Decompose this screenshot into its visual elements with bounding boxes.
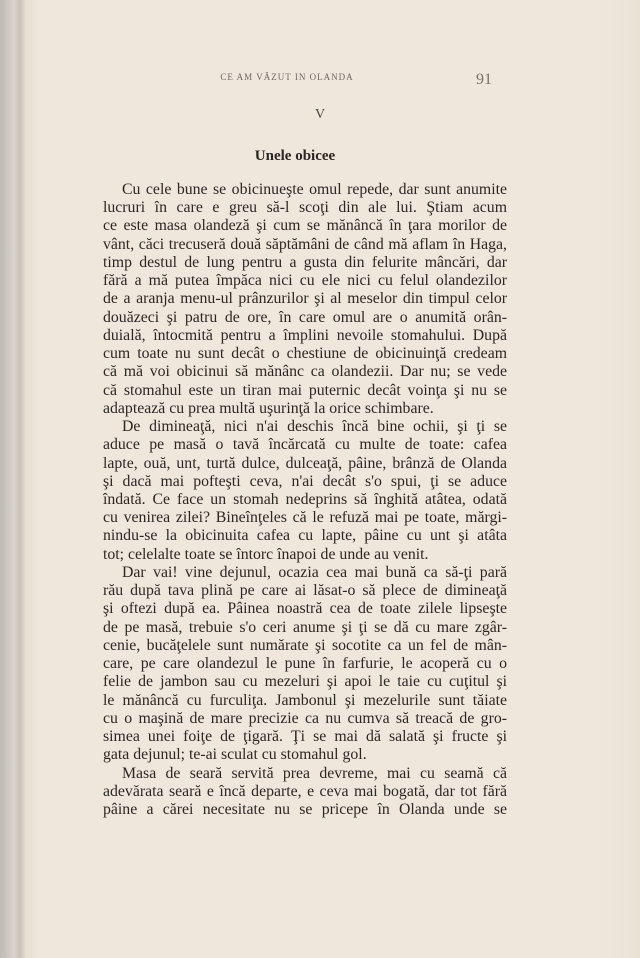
text-line: adevărata seară e încă departe, e ceva mai bogată, dar tot fără — [103, 782, 507, 800]
text-line: vânt, căci trecuseră două săptămâni de când mă aflam în Haga, — [103, 235, 507, 253]
text-line: le mănâncă cu furculiţa. Jambonul şi mezelurile sunt tăiate — [103, 691, 507, 709]
text-line: de pe masă, trebuie s'o ceri anume şi ţi se dă cu mare zgâr- — [103, 618, 507, 636]
text-line: ce este masa olandeză şi cum se mănâncă în ţara morilor de — [103, 217, 507, 235]
text-line: lapte, ouă, unt, turtă dulce, dulceaţă, pâine, brânză de Olanda — [103, 454, 507, 472]
text-line: tot; celelalte toate se întorc înapoi de unde au venit. — [103, 545, 429, 563]
text-line: de a aranja menu-ul prânzurilor şi al meselor din timpul celor — [103, 290, 507, 308]
paragraph — [103, 418, 507, 564]
text-line: Masa de seară servită prea devreme, mai cu seamă că — [122, 764, 507, 782]
text-line: rău după tava plină pe care ai lăsat-o să plece de dimineaţă — [103, 582, 507, 600]
text-line: Dar vai! vine dejunul, ocazia cea mai bună ca să-ţi pară — [122, 563, 507, 581]
text-line: aduce pe masă o tavă încărcată cu multe de toate: cafea — [103, 436, 507, 454]
text-line: care, pe care olandezul le pune în farfurie, le acoperă cu o — [103, 655, 507, 673]
text-line: gata dejunul; te-ai sculat cu stomahul gol. — [103, 746, 367, 764]
text-line: cum toate nu sunt decât o chestiune de obicinuinţă credeam — [103, 345, 507, 363]
text-line: nindu-se la obicinuita cafea cu lapte, pâine cu unt şi atâta — [103, 527, 507, 545]
text-line: că stomahul este un tiran mai puternic decât voinţa şi nu se — [103, 381, 507, 399]
text-line: fără a mă putea împăca nici cu ele nici cu felul olandezilor — [103, 272, 507, 290]
text-line: simea unei foiţe de ţigară. Ţi se mai dă salată şi fructe şi — [103, 728, 507, 746]
text-line: pâine a cărei necesitate nu se pricepe în Olanda unde se — [103, 800, 507, 818]
text-line: cenie, bucăţelele sunt numărate şi socotite ca un fel de mân- — [103, 636, 507, 654]
paragraph — [103, 181, 507, 418]
chapter-number: V — [314, 107, 326, 122]
text-line: duială, întocmită pentru a împlini nevoile stomahului. După — [103, 326, 507, 344]
text-line: timp destul de lung pentru a gusta din felurite mâncări, dar — [103, 253, 507, 271]
running-title: CE AM VĂZUT IN OLANDA — [220, 72, 354, 82]
body-text — [103, 181, 507, 819]
text-line: îndată. Ce face un stomah nedeprins să înghită atâtea, odată — [103, 490, 507, 508]
text-line: adaptează cu prea multă uşurinţă la orice schimbare. — [103, 399, 434, 417]
text-line: De dimineaţă, nici n'ai deschis încă bine ochii, şi ţi se — [122, 418, 507, 436]
text-line: douăzeci şi patru de ore, în care omul are o anumită orân- — [103, 308, 507, 326]
text-line: cu venirea zilei? Bineînţeles că le refuză mai pe toate, mărgi- — [103, 509, 507, 527]
text-line: felie de jambon sau cu mezeluri şi apoi le taie cu cuţitul şi — [103, 673, 507, 691]
text-line: şi dacă mai pofteşti ceva, n'ai decât s'o spui, ţi se aduce — [103, 472, 507, 490]
text-line: cu o maşină de mare precizie ca nu cumva să treacă de gro- — [103, 709, 507, 727]
paragraph — [103, 564, 507, 765]
chapter-title: Unele obicee — [254, 148, 336, 164]
page-number: 91 — [476, 71, 492, 88]
text-line: că mă voi obicinui să mănânc ca olandezii. Dar nu; se vede — [103, 363, 507, 381]
text-line: Cu cele bune se obicinueşte omul repede, dar sunt anumite — [122, 181, 507, 198]
text-line: lucruri în care e greu să-l scoţi din ale lui. Ştiam acum — [103, 199, 507, 217]
text-line: şi oftezi după ea. Pâinea noastră cea de toate zilele lipseşte — [103, 600, 507, 618]
paragraph — [103, 765, 507, 820]
